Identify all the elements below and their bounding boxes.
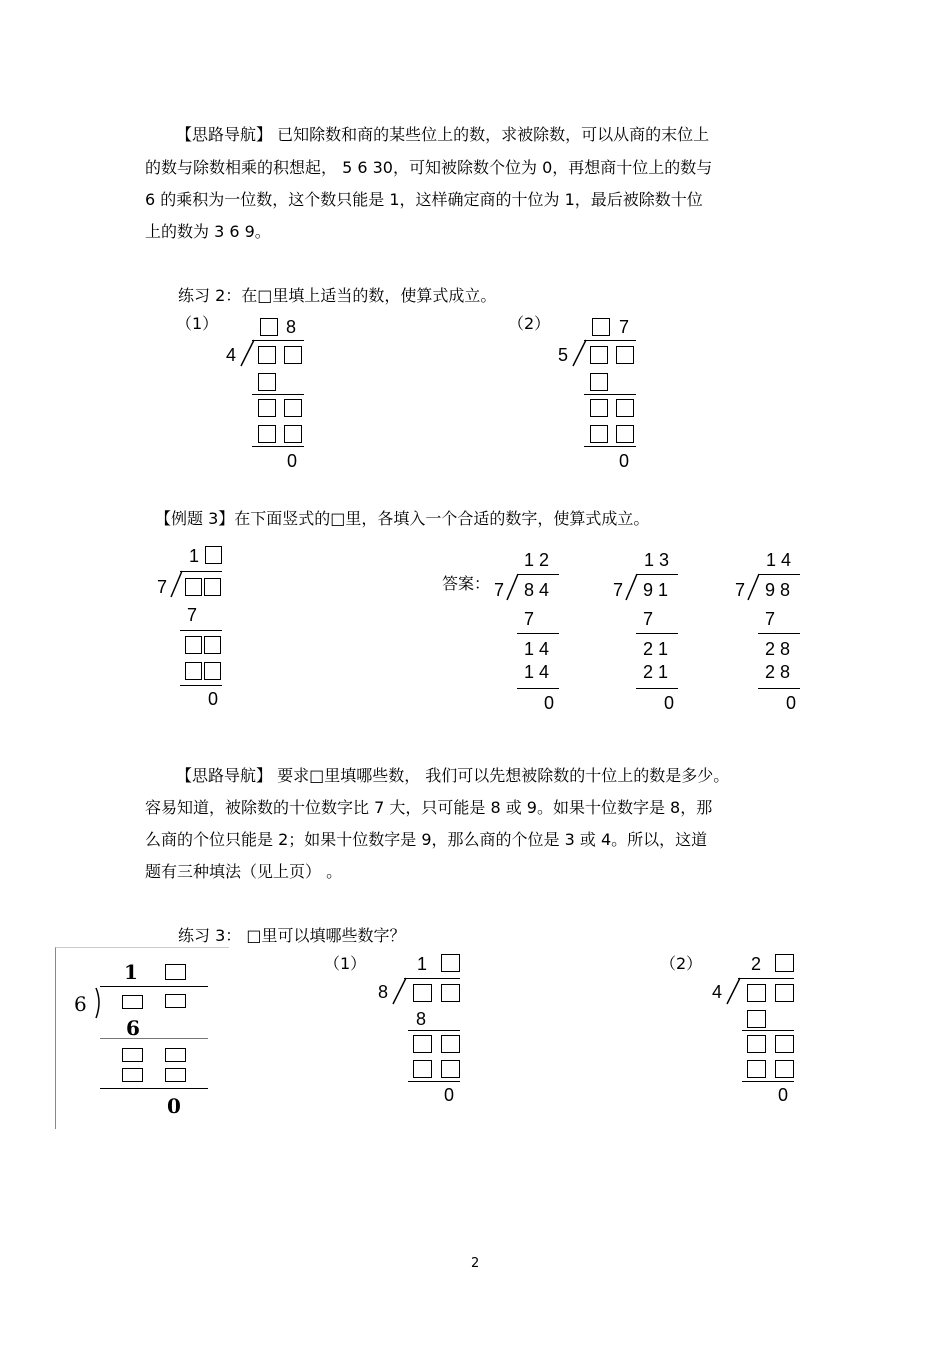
guide1-line2: 的数与除数相乘的积想起， 5 6 30，可知被除数个位为 0，再想商十位上的数与 bbox=[145, 158, 713, 177]
dividend: 9 8 bbox=[765, 580, 791, 600]
subtraction-line bbox=[100, 1038, 208, 1039]
blank-box[interactable] bbox=[590, 425, 608, 443]
quotient-digit: 2 bbox=[751, 954, 762, 974]
quotient: 1 4 bbox=[766, 550, 792, 570]
guide1-line1: 【思路导航】 已知除数和商的某些位上的数，求被除数，可以从商的末位上 bbox=[176, 125, 710, 144]
quotient: 1 2 bbox=[524, 550, 550, 570]
division-bar bbox=[100, 986, 208, 987]
blank-box[interactable] bbox=[185, 578, 202, 596]
subtraction-line bbox=[408, 1081, 460, 1082]
subtract-1: 7 bbox=[524, 609, 535, 629]
subtraction-line bbox=[742, 1030, 794, 1031]
subtraction-line bbox=[252, 446, 304, 447]
blank-box[interactable] bbox=[122, 995, 143, 1009]
dividend: 8 4 bbox=[524, 580, 550, 600]
quotient-digit: 1 bbox=[417, 954, 428, 974]
division-bar bbox=[517, 574, 559, 575]
blank-box[interactable] bbox=[165, 1048, 186, 1062]
guide1-line3: 6 的乘积为一位数，这个数只能是 1，这样确定商的十位为 1，最后被除数十位 bbox=[145, 190, 703, 209]
subtraction-line bbox=[517, 633, 559, 634]
division-bar bbox=[738, 978, 794, 979]
page-number: 2 bbox=[471, 1256, 480, 1271]
subtraction-line bbox=[408, 1030, 460, 1031]
blank-box[interactable] bbox=[616, 425, 634, 443]
guide1-line4: 上的数为 3 6 9。 bbox=[145, 222, 271, 241]
remainder: 0 bbox=[167, 1094, 181, 1118]
divisor: 7 bbox=[157, 577, 168, 597]
remainder: 0 bbox=[287, 451, 298, 471]
blank-box[interactable] bbox=[747, 1060, 766, 1078]
partial: 2 1 bbox=[643, 639, 669, 659]
subtraction-line bbox=[100, 1088, 208, 1089]
problem-label: （2） bbox=[508, 314, 551, 333]
blank-box[interactable] bbox=[775, 1060, 794, 1078]
division-bracket bbox=[724, 976, 744, 1006]
subtraction-line bbox=[180, 630, 222, 631]
subtraction-line bbox=[584, 394, 636, 395]
guide2-line4: 题有三种填法（见上页） 。 bbox=[145, 862, 343, 881]
blank-box[interactable] bbox=[204, 662, 221, 680]
quotient-digit: 8 bbox=[286, 317, 297, 337]
blank-box[interactable] bbox=[747, 984, 766, 1002]
divisor: 4 bbox=[226, 345, 237, 365]
subtract-1: 7 bbox=[643, 609, 654, 629]
divisor: 7 bbox=[613, 580, 624, 600]
blank-box[interactable] bbox=[204, 636, 221, 654]
blank-box[interactable] bbox=[775, 954, 794, 972]
blank-box[interactable] bbox=[284, 425, 302, 443]
example3-title: 【例题 3】在下面竖式的□里，各填入一个合适的数字，使算式成立。 bbox=[155, 509, 650, 528]
subtract-1: 7 bbox=[765, 609, 776, 629]
blank-box[interactable] bbox=[590, 373, 608, 391]
divisor: 8 bbox=[378, 982, 389, 1002]
division-bar bbox=[584, 340, 636, 341]
divisor: 4 bbox=[712, 982, 723, 1002]
blank-box[interactable] bbox=[122, 1048, 143, 1062]
quotient-digit: 1 bbox=[189, 546, 200, 566]
problem-label: （1） bbox=[324, 954, 367, 973]
blank-box[interactable] bbox=[205, 546, 222, 564]
division-bracket bbox=[92, 986, 106, 1020]
remainder: 0 bbox=[444, 1085, 455, 1105]
remainder: 0 bbox=[619, 451, 630, 471]
blank-box[interactable] bbox=[204, 578, 221, 596]
dividend: 9 1 bbox=[643, 580, 669, 600]
subtraction-line bbox=[584, 446, 636, 447]
scanned-division-image bbox=[55, 947, 229, 1129]
blank-box[interactable] bbox=[122, 1068, 143, 1082]
subtract-2: 1 4 bbox=[524, 662, 550, 682]
blank-box[interactable] bbox=[747, 1035, 766, 1053]
subtraction-line bbox=[758, 633, 800, 634]
blank-box[interactable] bbox=[258, 373, 276, 391]
subtract-2: 2 8 bbox=[765, 662, 791, 682]
quotient-digit: 1 bbox=[124, 960, 138, 984]
guide2-line3: 么商的个位只能是 2；如果十位数字是 9，那么商的个位是 3 或 4。所以，这道 bbox=[145, 830, 708, 849]
blank-box[interactable] bbox=[441, 954, 460, 972]
guide2-line1: 【思路导航】 要求□里填哪些数， 我们可以先想被除数的十位上的数是多少。 bbox=[176, 766, 730, 785]
remainder: 0 bbox=[778, 1085, 789, 1105]
subtraction-line bbox=[742, 1081, 794, 1082]
blank-box[interactable] bbox=[413, 1060, 432, 1078]
blank-box[interactable] bbox=[616, 399, 634, 417]
remainder: 0 bbox=[208, 689, 219, 709]
guide2-line2: 容易知道，被除数的十位数字比 7 大，只可能是 8 或 9。如果十位数字是 8，那 bbox=[145, 798, 713, 817]
blank-box[interactable] bbox=[590, 346, 608, 364]
blank-box[interactable] bbox=[592, 318, 610, 336]
partial: 1 4 bbox=[524, 639, 550, 659]
blank-box[interactable] bbox=[413, 984, 432, 1002]
division-bar bbox=[180, 571, 222, 572]
division-bar bbox=[404, 978, 460, 979]
blank-box[interactable] bbox=[775, 1035, 794, 1053]
division-bar bbox=[636, 574, 678, 575]
problem-label: （2） bbox=[660, 954, 703, 973]
subtract-value: 6 bbox=[126, 1016, 140, 1040]
blank-box[interactable] bbox=[590, 399, 608, 417]
blank-box[interactable] bbox=[165, 1068, 186, 1082]
blank-box[interactable] bbox=[284, 399, 302, 417]
blank-box[interactable] bbox=[775, 984, 794, 1002]
divisor: 5 bbox=[558, 345, 569, 365]
blank-box[interactable] bbox=[747, 1010, 766, 1028]
blank-box[interactable] bbox=[413, 1035, 432, 1053]
division-bracket bbox=[570, 338, 590, 368]
quotient-digit: 7 bbox=[619, 317, 630, 337]
blank-box[interactable] bbox=[165, 964, 186, 980]
blank-box[interactable] bbox=[185, 636, 202, 654]
divisor: 7 bbox=[735, 580, 746, 600]
division-bar bbox=[758, 574, 800, 575]
blank-box[interactable] bbox=[258, 425, 276, 443]
subtraction-line bbox=[180, 685, 222, 686]
blank-box[interactable] bbox=[284, 346, 302, 364]
blank-box[interactable] bbox=[260, 318, 278, 336]
division-bracket bbox=[168, 569, 186, 599]
subtraction-line bbox=[517, 688, 559, 689]
division-bracket bbox=[745, 572, 763, 602]
blank-box[interactable] bbox=[441, 984, 460, 1002]
division-bracket bbox=[238, 338, 258, 368]
subtract-value: 7 bbox=[187, 605, 198, 625]
subtract-value: 8 bbox=[416, 1009, 427, 1029]
quotient: 1 3 bbox=[644, 550, 670, 570]
blank-box[interactable] bbox=[616, 346, 634, 364]
blank-box[interactable] bbox=[185, 662, 202, 680]
subtraction-line bbox=[252, 394, 304, 395]
blank-box[interactable] bbox=[441, 1060, 460, 1078]
division-bracket bbox=[623, 572, 641, 602]
divisor: 7 bbox=[494, 580, 505, 600]
problem-label: （1） bbox=[176, 314, 219, 333]
divisor: 6 bbox=[74, 992, 87, 1016]
blank-box[interactable] bbox=[258, 346, 276, 364]
remainder: 0 bbox=[786, 693, 797, 713]
blank-box[interactable] bbox=[258, 399, 276, 417]
division-bracket bbox=[504, 572, 522, 602]
subtraction-line bbox=[758, 688, 800, 689]
blank-box[interactable] bbox=[441, 1035, 460, 1053]
partial: 2 8 bbox=[765, 639, 791, 659]
answer-label: 答案： bbox=[442, 574, 491, 593]
subtract-2: 2 1 bbox=[643, 662, 669, 682]
subtraction-line bbox=[636, 633, 678, 634]
practice3-title: 练习 3： □里可以填哪些数字？ bbox=[178, 926, 406, 945]
remainder: 0 bbox=[544, 693, 555, 713]
blank-box[interactable] bbox=[165, 994, 186, 1008]
practice2-title: 练习 2：在□里填上适当的数，使算式成立。 bbox=[178, 286, 497, 305]
remainder: 0 bbox=[664, 693, 675, 713]
subtraction-line bbox=[636, 688, 678, 689]
division-bracket bbox=[390, 976, 410, 1006]
division-bar bbox=[252, 340, 304, 341]
